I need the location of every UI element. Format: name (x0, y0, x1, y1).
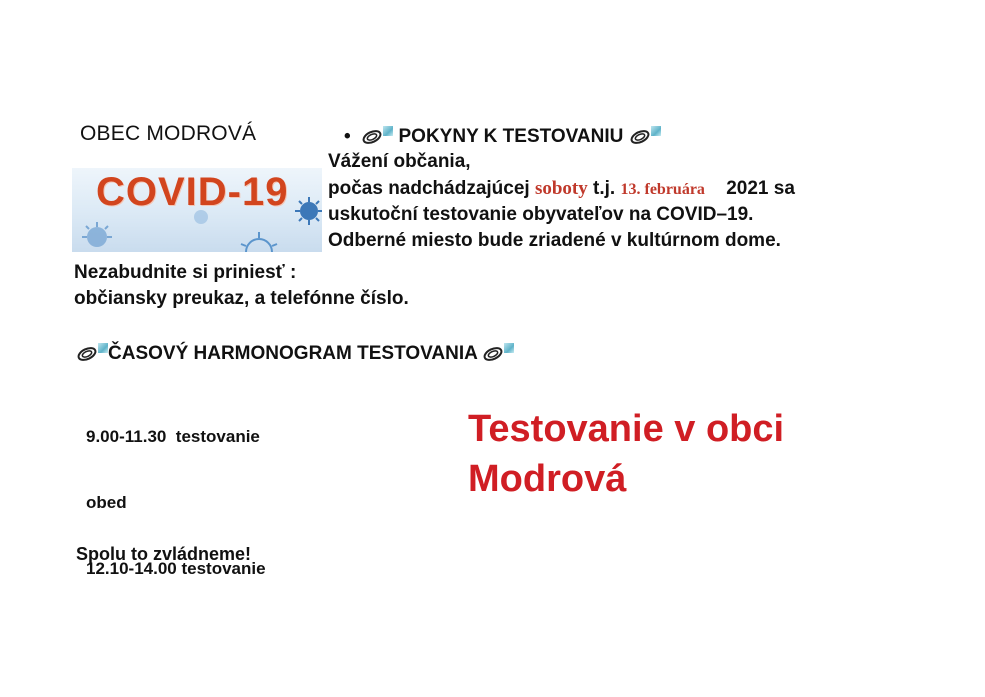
date-line-start: počas nadchádzajúcej (328, 178, 530, 199)
location-line: Odberné miesto bude zriadené v kultúrnom dome. (328, 230, 781, 251)
year-value: 2021 sa (726, 178, 795, 199)
sparkle-icon (383, 126, 393, 136)
instructions-title: POKYNY K TESTOVANIU (398, 126, 624, 147)
schedule-item: 12.10-14.00 testovanie (86, 559, 266, 578)
day-name: soboty (534, 178, 588, 199)
reminder-line-1: Nezabudnite si priniesť : (74, 262, 297, 283)
virus-icon (294, 196, 322, 226)
paperclip-icon (629, 129, 651, 145)
date-value: 13. februára (620, 181, 705, 198)
covid-banner-text: COVID-19 (96, 170, 289, 214)
schedule-list (86, 382, 266, 602)
schedule-item: obed (86, 493, 127, 512)
schedule-title: ČASOVÝ HARMONOGRAM TESTOVANIA (108, 343, 478, 364)
covid-banner-image (72, 168, 322, 252)
date-line-tj: t.j. (593, 178, 616, 199)
big-title (468, 404, 784, 504)
schedule-item: 9.00-11.30 testovanie (86, 427, 260, 446)
greeting: Vážení občania, (328, 151, 471, 172)
schedule-heading (76, 343, 514, 365)
village-title: OBEC MODROVÁ (80, 122, 257, 145)
big-title-line-1: Testovanie v obci (468, 408, 785, 450)
testing-line: uskutoční testovanie obyvateľov na COVID–19. (328, 204, 754, 225)
date-line (328, 178, 795, 200)
sparkle-icon (651, 126, 661, 136)
paperclip-icon (482, 346, 504, 362)
paperclip-icon (361, 129, 383, 145)
virus-icon (237, 230, 281, 252)
bullet: • (344, 126, 356, 147)
reminder-line-2: občiansky preukaz, a telefónne číslo. (74, 288, 409, 309)
sparkle-icon (98, 343, 108, 353)
sparkle-icon (504, 343, 514, 353)
virus-icon (80, 220, 114, 252)
paperclip-icon (76, 346, 98, 362)
big-title-line-2: Modrová (468, 458, 627, 500)
instructions-heading (344, 126, 661, 148)
closing-message: Spolu to zvládneme! (76, 544, 252, 564)
